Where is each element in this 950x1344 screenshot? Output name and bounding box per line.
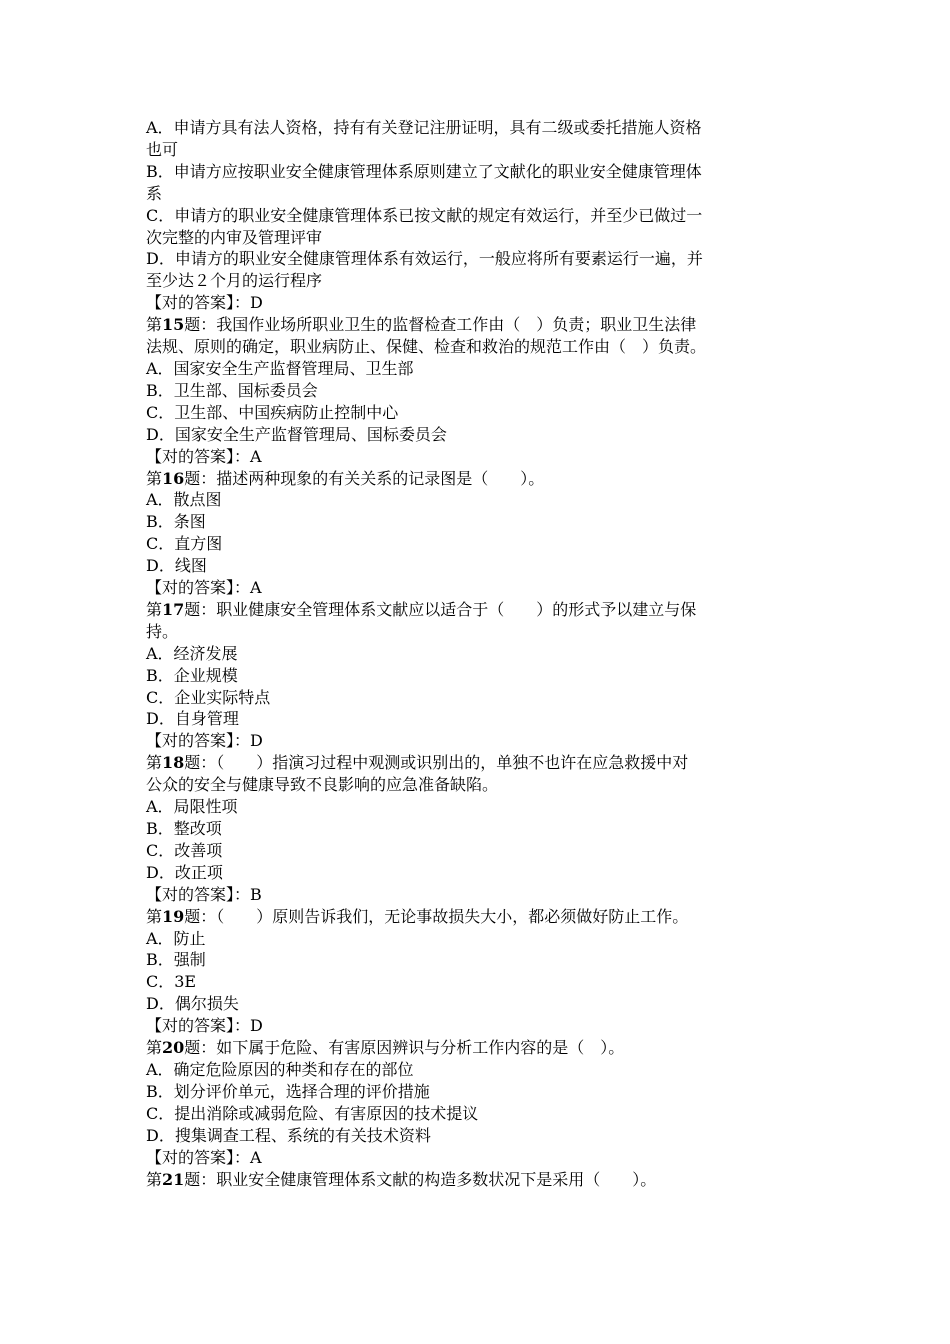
text-line: 次完整的内审及管理评审 bbox=[146, 227, 323, 247]
option-line: C．直方图 bbox=[146, 534, 223, 554]
option-line: D．国家安全生产监督管理局、国标委员会 bbox=[146, 424, 447, 444]
answer-line: 【对的答案】：D bbox=[146, 293, 263, 313]
text-line: 至少达２个月的运行程序 bbox=[146, 271, 323, 291]
question-prefix: 第 bbox=[146, 468, 163, 488]
question-text: 题：（ ）原则告诉我们，无论事故损失大小，都必须做好防止工作。 bbox=[184, 906, 689, 926]
question-text: 题：如下属于危险、有害原因辨识与分析工作内容的是（ ）。 bbox=[184, 1038, 625, 1058]
question-line bbox=[146, 1169, 810, 1191]
text-line: 持。 bbox=[146, 621, 179, 641]
question-prefix: 第 bbox=[146, 1038, 163, 1058]
question-line bbox=[146, 1037, 810, 1059]
option-line: D．改正项 bbox=[146, 862, 223, 882]
question-line bbox=[146, 314, 810, 336]
option-line: A．确定危险原因的种类和存在的部位 bbox=[146, 1059, 414, 1079]
option-line: D．自身管理 bbox=[146, 709, 239, 729]
option-line: B．强制 bbox=[146, 950, 206, 970]
question-line bbox=[146, 752, 810, 774]
document-page bbox=[146, 117, 810, 1190]
question-number: 17 bbox=[162, 599, 185, 619]
answer-line: 【对的答案】：A bbox=[146, 578, 262, 598]
text-line: 法规、原则的确定，职业病防止、保健、检查和救治的规范工作由（ ）负责。 bbox=[146, 337, 707, 357]
question-text: 题：我国作业场所职业卫生的监督检查工作由（ ）负责；职业卫生法律 bbox=[184, 315, 697, 335]
question-text: 题：职业安全健康管理体系文献的构造多数状况下是采用（ ）。 bbox=[184, 1169, 657, 1189]
answer-line: 【对的答案】：D bbox=[146, 731, 263, 751]
option-line: C．企业实际特点 bbox=[146, 687, 271, 707]
option-line: A．国家安全生产监督管理局、卫生部 bbox=[146, 358, 414, 378]
question-line bbox=[146, 599, 810, 621]
option-line: D．线图 bbox=[146, 556, 207, 576]
option-line: B．划分评价单元，选择合理的评价措施 bbox=[146, 1081, 430, 1101]
question-number: 15 bbox=[162, 315, 185, 335]
question-text: 题：职业健康安全管理体系文献应以适合于（ ）的形式予以建立与保 bbox=[184, 599, 697, 619]
question-number: 21 bbox=[162, 1169, 185, 1189]
option-line: D．申请方的职业安全健康管理体系有效运行，一般应将所有要素运行一遍，并 bbox=[146, 249, 703, 269]
question-prefix: 第 bbox=[146, 906, 163, 926]
question-prefix: 第 bbox=[146, 315, 163, 335]
option-line: C．提出消除或减弱危险、有害原因的技术提议 bbox=[146, 1103, 479, 1123]
option-line: C．改善项 bbox=[146, 840, 223, 860]
text-line: 公众的安全与健康导致不良影响的应急准备缺陷。 bbox=[146, 775, 499, 795]
option-line: A．散点图 bbox=[146, 490, 222, 510]
question-prefix: 第 bbox=[146, 599, 163, 619]
option-line: C．卫生部、中国疾病防止控制中心 bbox=[146, 402, 399, 422]
option-line: C．申请方的职业安全健康管理体系已按文献的规定有效运行，并至少已做过一 bbox=[146, 205, 703, 225]
option-line: B．申请方应按职业安全健康管理体系原则建立了文献化的职业安全健康管理体 bbox=[146, 161, 702, 181]
answer-line: 【对的答案】：A bbox=[146, 1147, 262, 1167]
question-prefix: 第 bbox=[146, 753, 163, 773]
option-line: A．局限性项 bbox=[146, 797, 238, 817]
option-line: B．整改项 bbox=[146, 819, 222, 838]
option-line: A．经济发展 bbox=[146, 643, 238, 663]
question-number: 16 bbox=[162, 468, 185, 488]
option-line: D．搜集调查工程、系统的有关技术资料 bbox=[146, 1125, 431, 1145]
question-line bbox=[146, 468, 810, 490]
question-number: 20 bbox=[162, 1038, 185, 1058]
option-line: C．3E bbox=[146, 972, 197, 992]
option-line: B．卫生部、国标委员会 bbox=[146, 380, 318, 400]
option-line: D．偶尔损失 bbox=[146, 994, 239, 1014]
question-number: 19 bbox=[162, 906, 185, 926]
text-line: 系 bbox=[146, 183, 163, 203]
question-text: 题：（ ）指演习过程中观测或识别出的，单独不也许在应急救援中对 bbox=[184, 753, 689, 773]
answer-line: 【对的答案】：D bbox=[146, 1016, 263, 1036]
text-line: 也可 bbox=[146, 139, 179, 159]
answer-line: 【对的答案】：A bbox=[146, 446, 262, 466]
answer-line: 【对的答案】：B bbox=[146, 884, 262, 904]
option-line: A．防止 bbox=[146, 928, 206, 948]
option-line: B．条图 bbox=[146, 512, 206, 532]
question-text: 题：描述两种现象的有关关系的记录图是（ ）。 bbox=[184, 468, 545, 488]
option-line: B．企业规模 bbox=[146, 665, 238, 685]
question-prefix: 第 bbox=[146, 1169, 163, 1189]
option-line: A．申请方具有法人资格，持有有关登记注册证明，具有二级或委托措施人资格 bbox=[146, 118, 702, 137]
question-number: 18 bbox=[162, 753, 185, 773]
question-line bbox=[146, 906, 810, 928]
